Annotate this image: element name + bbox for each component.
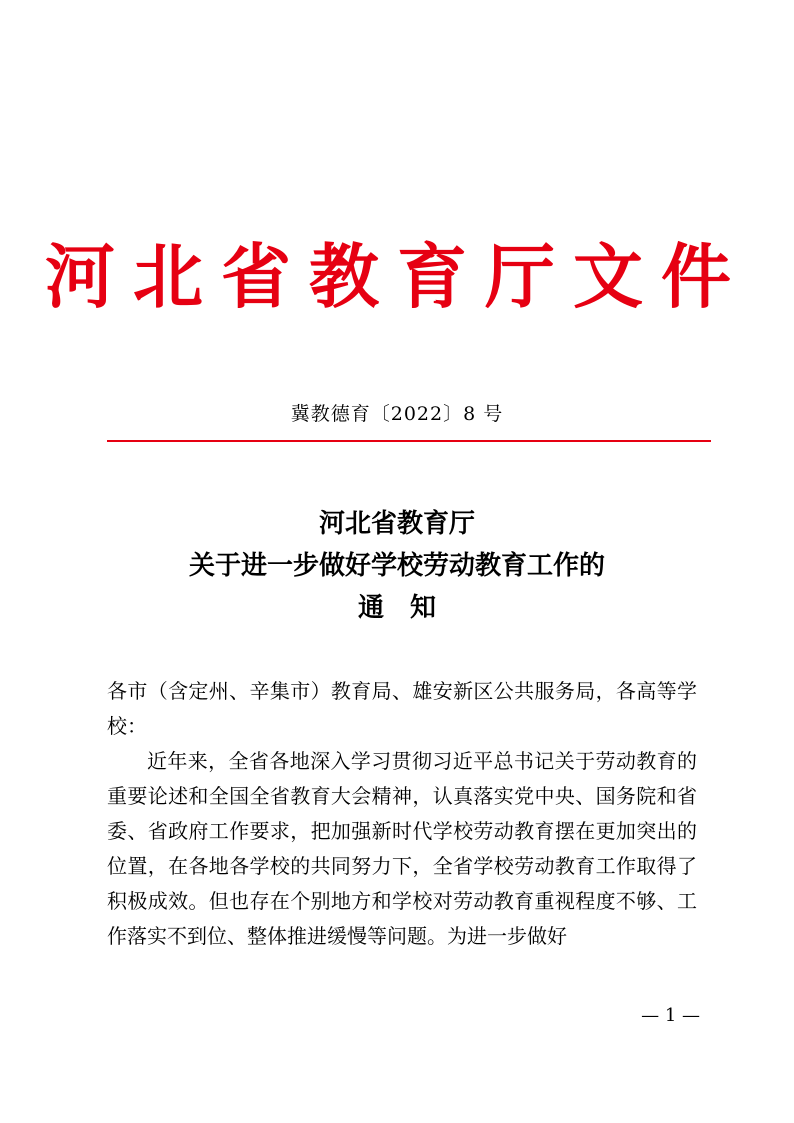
document-body: [107, 674, 697, 954]
addressee: 各市（含定州、辛集市）教育局、雄安新区公共服务局，各高等学校：: [107, 679, 697, 738]
red-separator-line: [107, 440, 711, 442]
title-line-issuer: 河北省教育厅: [318, 509, 475, 539]
masthead-title: 河北省教育厅文件: [45, 235, 749, 318]
body-paragraph: 近年来，全省各地深入学习贯彻习近平总书记关于劳动教育的重要论述和全国全省教育大会精神，认真落实党中央、国务院和省委、省政府工作要求，把加强新时代学校劳动教育摆在更加突出的位置，在各地各学校的共同努力下，全省学校劳动教育工作取得了积极成效。但也存在个别地方和学校对劳动教育重视程度不够、工作落实不到位、整体推进缓慢等问题。为进一步做好: [107, 749, 697, 948]
title-line-notice: 通知: [357, 593, 462, 623]
title-line-subject: 关于进一步做好学校劳动教育工作的: [188, 551, 605, 581]
page-number: — 1 —: [641, 1005, 700, 1026]
document-number: 冀教德育〔2022〕8 号: [290, 403, 504, 425]
document-title: [0, 503, 794, 629]
